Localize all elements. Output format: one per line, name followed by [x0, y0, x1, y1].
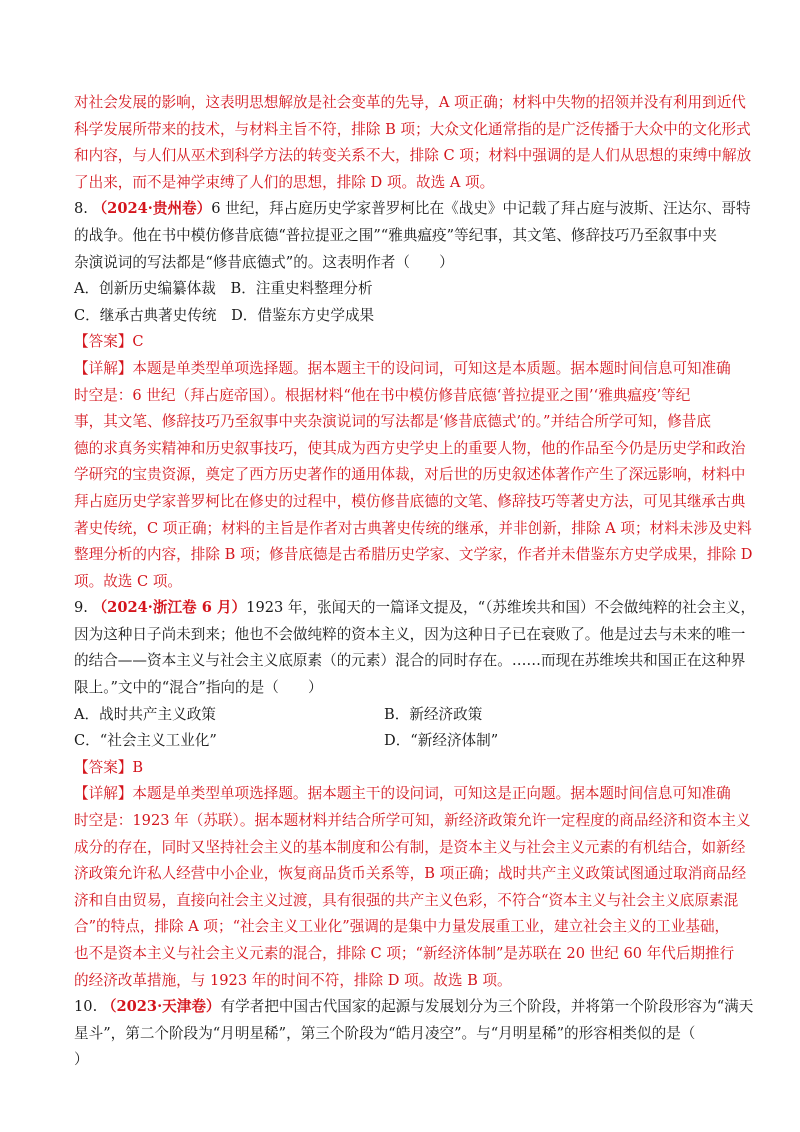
explanation-line: 济和自由贸易，直接向社会主义过渡，具有很强的共产主义色彩，不符合“资本主义与社会主义底原素混: [74, 891, 739, 909]
question-number: 10.: [74, 998, 98, 1016]
question-stem-line: 的战争。他在书中模仿修昔底德“普拉提亚之围”“雅典瘟疫”等纪事，其文笔、修辞技巧乃至叙事中夹: [74, 226, 717, 244]
option-c: C．“社会主义工业化”: [74, 732, 217, 750]
question-stem-line: 星斗”，第二个阶段为“月明星稀”，第三个阶段为“皓月凌空”。与“月明星稀”的形容相类似的是（: [74, 1024, 696, 1042]
text-line: 了出来，而不是神学束缚了人们的思想，排除 D 项。故选 A 项。: [74, 173, 495, 191]
answer: 【答案】B: [74, 758, 144, 776]
question-9: [74, 595, 756, 994]
text-line: 对社会发展的影响，这表明思想解放是社会变革的先导，A 项正确；材料中失物的招领并没有利用到近代: [74, 94, 746, 111]
explanation-line: 时空是：6 世纪（拜占庭帝国）。根据材料“他在书中模仿修昔底德‘普拉提亚之围’‘雅典瘟疫’等纪: [74, 386, 691, 404]
explanation-line: 德的求真务实精神和历史叙事技巧，使其成为西方史学史上的重要人物，他的作品至今仍是历史学和政治: [74, 439, 746, 457]
question-10: [74, 994, 754, 1074]
option-row: [74, 702, 726, 729]
question-stem-line: 限上。”文中的“混合”指向的是（ ）: [74, 679, 323, 697]
text-line: 科学发展所带来的技术，与材料主旨不符，排除 B 项；大众文化通常指的是广泛传播于大众中的文化形式: [74, 120, 751, 138]
question-number: 9.: [74, 599, 88, 617]
question-stem-line: 杂演说词的写法都是“修昔底德式”的。这表明作者（ ）: [74, 253, 454, 271]
explanation-line: 事，其文笔、修辞技巧乃至叙事中夹杂演说词的写法都是‘修昔底德式’的。”并结合所学可知，修昔底: [74, 413, 711, 431]
question-source: （2023·天津卷）: [101, 998, 221, 1016]
explanation-line: 时空是：1923 年（苏联）。据本题材料并结合所学可知，新经济政策允许一定程度的商品经济和资本主义: [74, 812, 751, 830]
q7-explanation-continued: [74, 90, 752, 196]
option-line: A．创新历史编纂体裁 B．注重史料整理分析: [74, 280, 373, 298]
question-number: 8.: [74, 200, 88, 218]
document-page: [74, 90, 756, 1074]
explanation-line: 拜占庭历史学家普罗柯比在修史的过程中，模仿修昔底德的文笔、修辞技巧等著史方法，可见其继承古典: [74, 492, 746, 510]
explanation-line: 的经济改革措施，与 1923 年的时间不符，排除 D 项。故选 B 项。: [74, 971, 512, 989]
option-line: C．继承古典著史传统 D．借鉴东方史学成果: [74, 306, 375, 324]
explanation-line: 济政策允许私人经营中小企业，恢复商品货币关系等，B 项正确；战时共产主义政策试图通过取消商品经: [74, 865, 747, 883]
stem-text: 6 世纪，拜占庭历史学家普罗柯比在《战史》中记载了拜占庭与波斯、汪达尔、哥特: [211, 200, 751, 218]
explanation-line: 著史传统，C 项正确；材料的主旨是作者对古典著史传统的继承，并非创新，排除 A 项；材料未涉及史料: [74, 519, 752, 537]
explanation-line: 也不是资本主义与社会主义元素的混合，排除 C 项；“新经济体制”是苏联在 20 世纪 60 年代后期推行: [74, 945, 735, 962]
stem-text: 1923 年，张闻天的一篇译文提及，“（苏维埃共和国）不会做纯粹的社会主义，: [246, 599, 756, 617]
option-b: B．新经济政策: [384, 705, 483, 723]
option-a: A．战时共产主义政策: [74, 705, 216, 723]
explanation-line: 合”的特点，排除 A 项；“社会主义工业化”强调的是集中力量发展重工业，建立社会主义的工业基础，: [74, 918, 730, 936]
question-stem-line: 的结合——资本主义与社会主义底原素（的元素）混合的同时存在。……而现在苏维埃共和国正在这种界: [74, 652, 746, 670]
question-source: （2024·浙江卷 6 月）: [92, 599, 247, 617]
question-stem-line: 因为这种日子尚未到来；他也不会做纯粹的资本主义，因为这种日子已在衰败了。他是过去与未来的唯一: [74, 625, 746, 643]
explanation-line: 项。故选 C 项。: [74, 572, 183, 590]
question-stem-line: [74, 196, 751, 223]
option-row: [74, 728, 726, 755]
question-source: （2024·贵州卷）: [92, 200, 212, 218]
explanation-line: 【详解】本题是单类型单项选择题。据本题主干的设问词，可知这是正向题。据本题时间信息可知准确: [74, 785, 731, 803]
explanation-line: 整理分析的内容，排除 B 项；修昔底德是古希腊历史学家、文学家，作者并未借鉴东方史学成果，排除 D: [74, 546, 753, 564]
question-stem-line: ）: [74, 1051, 89, 1069]
answer: 【答案】C: [74, 333, 144, 351]
question-stem-line: [74, 994, 754, 1021]
question-8: [74, 196, 753, 595]
option-d: D．“新经济体制”: [384, 732, 499, 750]
explanation-line: 成分的存在，同时又坚持社会主义的基本制度和公有制，是资本主义与社会主义元素的有机结合，如新经: [74, 838, 746, 856]
explanation-line: 【详解】本题是单类型单项选择题。据本题主干的设问词，可知这是本质题。据本题时间信息可知准确: [74, 359, 731, 377]
text-line: 和内容，与人们从巫术到科学方法的转变关系不大，排除 C 项；材料中强调的是人们从思想的束缚中解放: [74, 147, 752, 165]
stem-text: 有学者把中国古代国家的起源与发展划分为三个阶段，并将第一个阶段形容为“满天: [220, 998, 754, 1016]
explanation-line: 学研究的宝贵资源，奠定了西方历史著作的通用体裁，对后世的历史叙述体著作产生了深远影响，材料中: [74, 466, 746, 484]
question-stem-line: [74, 595, 756, 622]
